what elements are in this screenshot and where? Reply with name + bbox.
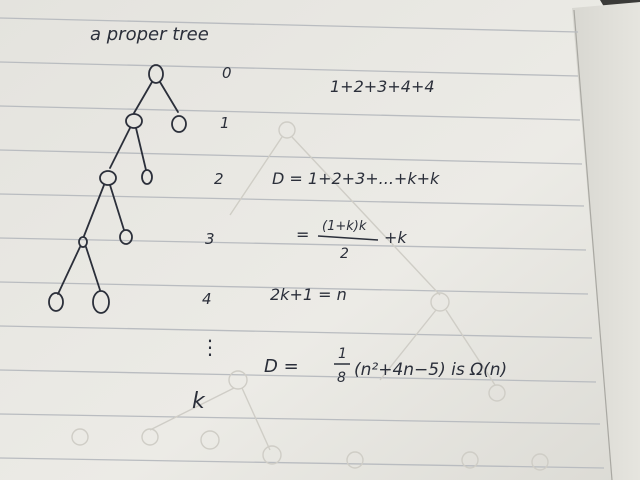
level-label-3: 3	[205, 230, 215, 248]
level-label-1: 1	[220, 114, 230, 132]
depth-sum-equation: D = 1+2+3+...+k+k	[272, 169, 440, 188]
fraction-numerator: (1+k)k	[322, 219, 367, 234]
result-expression: (n²+4n−5) is Ω(n)	[354, 360, 508, 380]
level-label-k: k	[192, 389, 205, 414]
level-label-4: 4	[202, 290, 212, 308]
result-fraction-numerator: 1	[338, 346, 347, 362]
closed-form-equals: =	[296, 225, 310, 244]
fraction-denominator: 2	[340, 246, 349, 262]
result-fraction-denominator: 8	[337, 370, 346, 386]
level-label-2: 2	[214, 170, 224, 188]
sum-example: 1+2+3+4+4	[330, 77, 435, 96]
node-count-relation: 2k+1 = n	[270, 285, 347, 304]
closed-form-suffix: +k	[384, 228, 407, 247]
result-prefix: D =	[264, 356, 299, 377]
level-label-ellipsis: ⋮	[200, 335, 220, 359]
page-title: a proper tree	[90, 24, 209, 45]
level-label-0: 0	[222, 64, 232, 82]
